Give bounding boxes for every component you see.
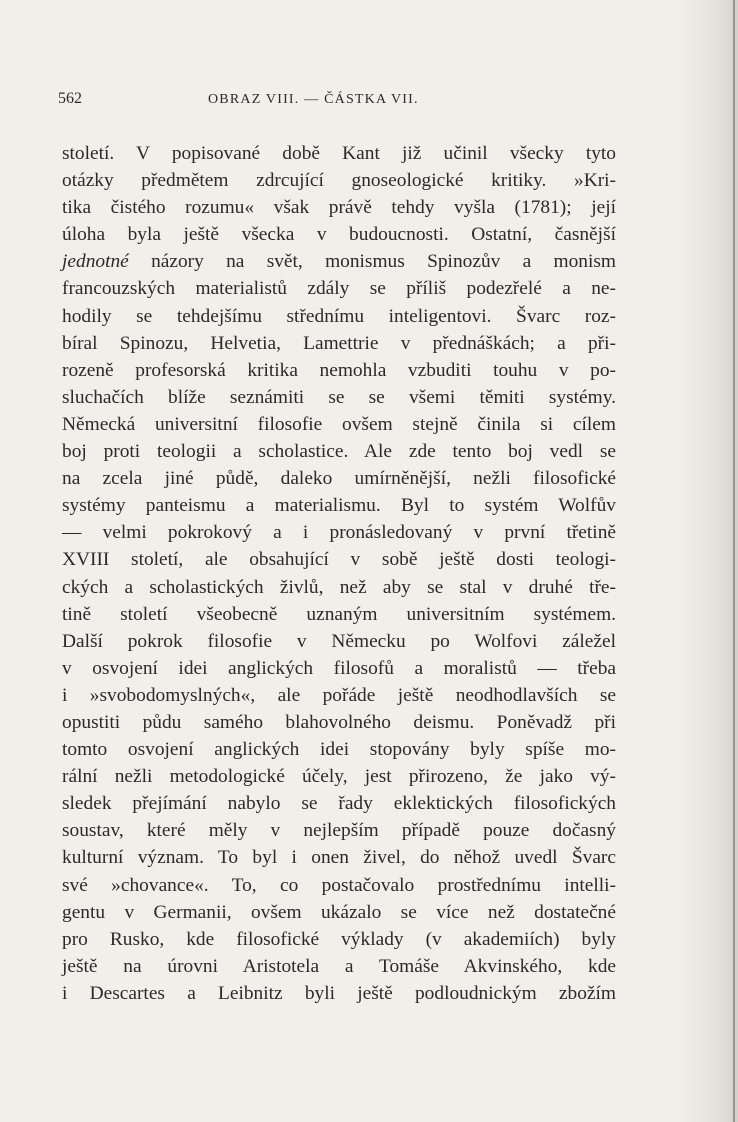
text-line: století. V popisované době Kant již učinil všecky tyto [62,143,616,164]
text-line: i »svobodomyslných«, ale pořáde ještě neodhodlavších se [62,684,616,706]
text-line: tomto osvojení anglických idei stopovány byly spíše mo- [62,739,616,761]
text-line: jednotné názory na svět, monismus Spinozův a monism [62,251,616,273]
text-line: kulturní význam. To byl i onen živel, do něhož uvedl Švarc [62,847,616,869]
italic-word: jednotné [62,251,129,273]
text-line: Další pokrok filosofie v Německu po Wolfovi záležel [62,630,616,652]
text-line: sledek přejímání nabylo se řady eklektických filosofických [62,793,616,815]
text-line: tině století všeobecně uznaným universitním systémem. [62,603,616,625]
text-line: opustiti půdu samého blahovolného deismu. Poněvadž při [62,711,616,733]
text-line: francouzských materialistů zdály se příliš podezřelé a ne- [62,278,616,300]
text-line: XVIII století, ale obsahující v sobě ještě dosti teologi- [62,549,616,571]
page-edge-shadow [678,0,738,1122]
body-text [62,140,616,1007]
text-line: tika čistého rozumu« však právě tehdy vyšla (1781); její [62,197,616,219]
text-line: soustav, které měly v nejlepším případě pouze dočasný [62,820,616,842]
text-line: své »chovance«. To, co postačovalo prostřednímu intelli- [62,874,616,896]
page-edge [733,0,735,1122]
text-line: sluchačích blíže seznámiti se se všemi těmiti systémy. [62,386,616,408]
text-line: na zcela jiné půdě, daleko umírněnější, nežli filosofické [62,468,616,490]
text-line: úloha byla ještě všecka v budoucnosti. Ostatní, časnější [62,224,616,246]
text-line: bíral Spinozu, Helvetia, Lamettrie v přednáškách; a při- [62,332,616,354]
text-line: v osvojení idei anglických filosofů a moralistů — třeba [62,657,616,679]
text-line: rální nežli metodologické účely, jest přirozeno, že jako vý- [62,766,616,788]
text-line: systémy panteismu a materialismu. Byl to systém Wolfův [62,495,616,517]
text-line: otázky předmětem zdrcující gnoseologické kritiky. »Kri- [62,170,616,192]
text-line: pro Rusko, kde filosofické výklady (v akademiích) byly [62,928,616,950]
text-line: ještě na úrovni Aristotela a Tomáše Akvinského, kde [62,955,616,977]
running-head: OBRAZ VIII. — ČÁSTKA VII. [208,92,419,107]
text-line: boj proti teologii a scholastice. Ale zde tento boj vedl se [62,441,616,463]
text-line: i Descartes a Leibnitz byli ještě podloudnickým zbožím [62,982,616,1004]
text-line: Německá universitní filosofie ovšem stejně činila si cílem [62,413,616,435]
text-line: ckých a scholastických živlů, než aby se stal v druhé tře- [62,576,616,598]
text-line: hodily se tehdejšímu střednímu inteligentovi. Švarc roz- [62,305,616,327]
page-number: 562 [58,90,82,107]
text-line: gentu v Germanii, ovšem ukázalo se více než dostatečné [62,901,616,923]
text-line: rozeně profesorská kritika nemohla vzbuditi touhu v po- [62,359,616,381]
text-line: — velmi pokrokový a i pronásledovaný v první třetině [62,522,616,544]
